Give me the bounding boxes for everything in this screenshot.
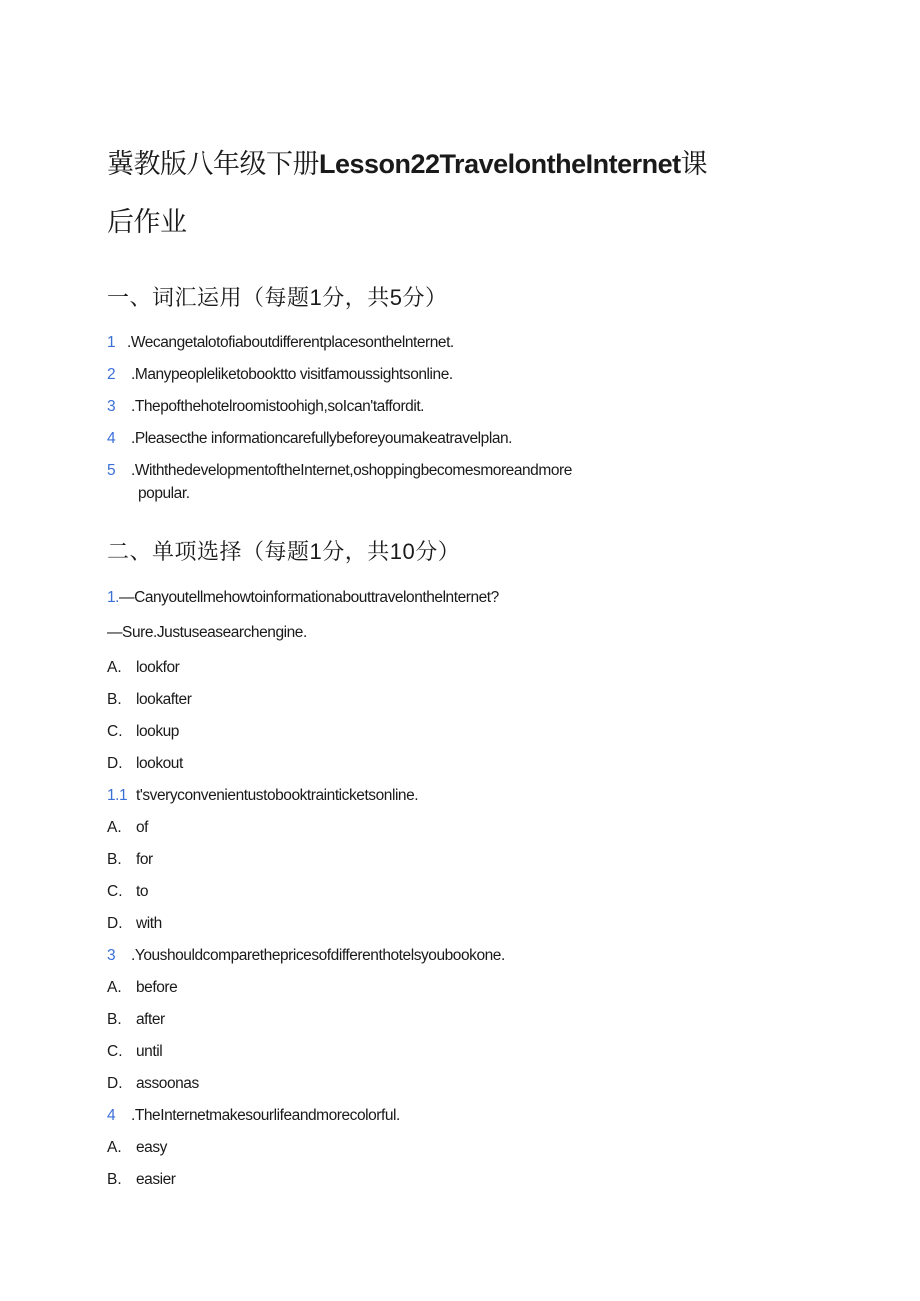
question-number: 4 [107,1107,116,1124]
option-text: to [136,883,149,900]
option-a [107,818,148,838]
option-text: before [136,979,178,996]
vocab-item-1 [107,333,454,353]
option-letter: B. [107,691,122,708]
item-text: .Manypeopleliketobooktto visitfamoussightsonline. [131,366,453,383]
option-text: until [136,1043,163,1060]
vocab-item-5-continuation: popular. [138,485,190,502]
vocab-item-5 [107,461,572,481]
title-prefix: 冀教版八年级下册 [107,149,319,179]
option-a [107,658,179,678]
option-letter: D. [107,915,123,932]
option-text: lookfor [136,659,180,676]
option-letter: B. [107,851,122,868]
option-letter: B. [107,1011,122,1028]
option-b [107,690,191,710]
option-text: lookafter [136,691,192,708]
question-text: .Youshouldcomparethepricesofdifferenthotelsyoubookone. [131,947,505,964]
question-2 [107,786,418,806]
option-b [107,1170,176,1190]
question-1 [107,588,499,608]
option-text: of [136,819,149,836]
question-text: —Canyoutellmehowtoinformationabouttravelonthelnternet? [119,589,499,606]
option-letter: D. [107,755,123,772]
question-number: 1. [107,589,120,606]
option-text: easier [136,1171,176,1188]
item-text: .Thepofthehotelroomistoohigh,soIcan'taffordit. [131,398,425,415]
option-b [107,1010,165,1030]
option-letter: C. [107,1043,123,1060]
option-c [107,1042,162,1062]
option-text: with [136,915,162,932]
option-d [107,914,162,934]
question-number: 3 [107,947,116,964]
option-letter: A. [107,659,122,676]
item-number: 5 [107,462,116,479]
option-c [107,722,179,742]
option-letter: C. [107,883,123,900]
page-title-line2: 后作业 [107,207,187,237]
option-letter: B. [107,1171,122,1188]
item-number: 1 [107,334,116,351]
section-heading-multiple-choice: 二、单项选择（每题1分，共10分） [107,539,461,564]
question-number: 1.1 [107,787,128,804]
option-a [107,978,177,998]
option-text: lookup [136,723,179,740]
item-text: .Pleasecthe informationcarefullybeforeyoumakeatravelplan. [131,430,513,447]
option-text: assoonas [136,1075,199,1092]
option-text: easy [136,1139,167,1156]
option-text: after [136,1011,165,1028]
question-4 [107,1106,400,1126]
vocab-item-2 [107,365,453,385]
section-heading-vocabulary: 一、词汇运用（每题1分，共5分） [107,285,448,310]
item-number: 3 [107,398,116,415]
option-d [107,754,183,774]
question-1-reply: —Sure.Justuseasearchengine. [107,624,307,641]
item-text: .WiththedevelopmentoftheInternet,oshoppingbecomesmoreandmore [131,462,572,479]
option-text: for [136,851,153,868]
item-number: 2 [107,366,116,383]
item-text: .Wecangetalotofiaboutdifferentplacesonthelnternet. [127,334,454,351]
title-suffix: 课 [680,149,708,179]
page-title [107,148,827,180]
option-letter: A. [107,1139,122,1156]
question-text: .TheInternetmakesourlifeandmorecolorful. [131,1107,400,1124]
option-a [107,1138,167,1158]
option-letter: D. [107,1075,123,1092]
option-text: lookout [136,755,183,772]
vocab-item-3 [107,397,424,417]
option-c [107,882,148,902]
option-b [107,850,153,870]
option-letter: C. [107,723,123,740]
title-lesson: Lesson22TravelontheInternet [319,149,681,179]
option-letter: A. [107,979,122,996]
option-d [107,1074,199,1094]
item-number: 4 [107,430,116,447]
option-letter: A. [107,819,122,836]
question-text: t'sveryconvenientustobooktrainticketsonline. [136,787,419,804]
question-3 [107,946,505,966]
vocab-item-4 [107,429,512,449]
